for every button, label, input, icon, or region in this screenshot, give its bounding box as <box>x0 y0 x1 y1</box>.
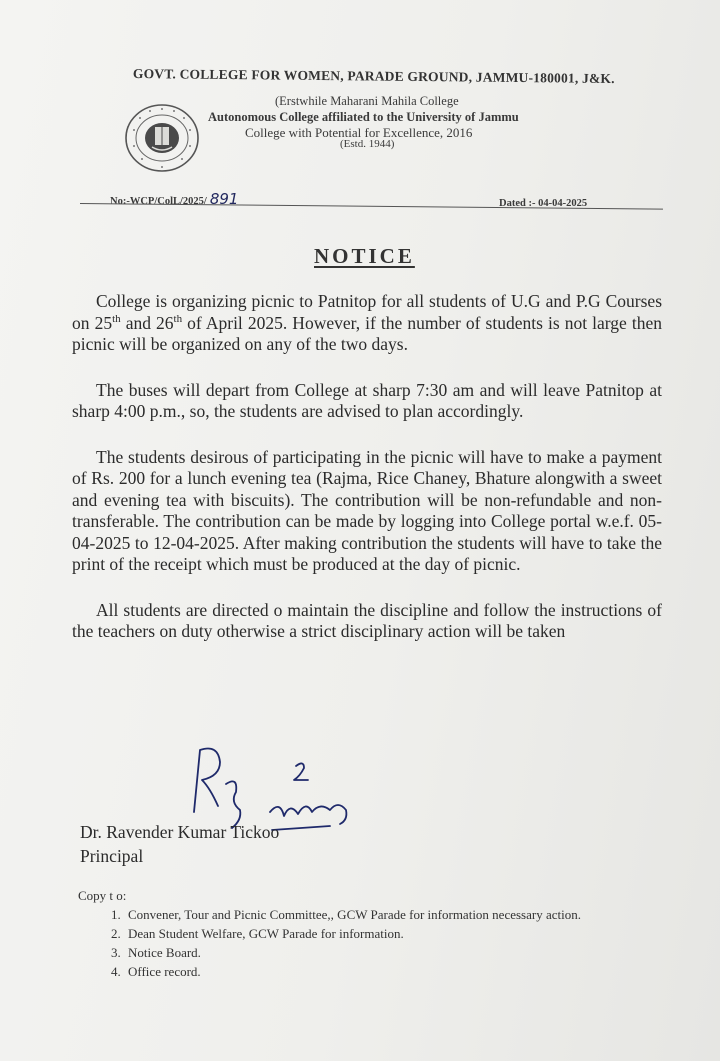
notice-title: NOTICE <box>314 244 415 268</box>
former-name: (Erstwhile Maharani Mahila College <box>275 94 459 108</box>
list-item: 4. Office record. <box>124 962 581 981</box>
college-name: GOVT. COLLEGE FOR WOMEN, PARADE GROUND, JAMMU-180001, J&K. <box>132 66 615 87</box>
list-item: 2. Dean Student Welfare, GCW Parade for information. <box>124 924 581 943</box>
paragraph-picnic-dates: College is organizing picnic to Patnitop for all students of U.G and P.G Courses on 25th and 26th of April 2025. However, if the number of students is not large then picnic will be organized on any of the two days. <box>72 291 662 354</box>
signatory-block <box>80 820 279 868</box>
paragraph-discipline: All students are directed o maintain the discipline and follow the instructions of the teachers on duty otherwise a strict disciplinary action will be taken <box>72 599 662 641</box>
copy-to-label: Copy t o: <box>78 888 127 903</box>
notice-date: Dated :- 04-04-2025 <box>499 198 588 209</box>
reference-prefix: No:-WCP/ColL/2025/ <box>110 196 207 207</box>
recognition: College with Potential for Excellence, 2016 <box>245 125 473 140</box>
paragraph-payment: The students desirous of participating in the picnic will have to make a payment of Rs. 200 for a lunch evening tea (Rajma, Rice Chaney, Bhature alongwith a sweet and evening tea with biscuits). The contribution will be non-refundable and non-transferable. The contribution can be made by logging into College portal w.e.f. 05-04-2025 to 12-04-2025. After making contribution the students will have to take the print of the receipt which must be produced at the day of picnic. <box>72 446 662 574</box>
notice-body <box>72 291 662 667</box>
affiliation: Autonomous College affiliated to the University of Jammu <box>208 110 519 124</box>
paragraph-bus-timing: The buses will depart from College at sharp 7:30 am and will leave Patnitop at sharp 4:00 p.m., so, the students are advised to plan accordingly. <box>72 379 662 421</box>
list-item: 1. Convener, Tour and Picnic Committee,, GCW Parade for information necessary action. <box>124 905 581 924</box>
copy-to-section <box>78 886 581 981</box>
list-item: 3. Notice Board. <box>124 943 581 962</box>
signatory-designation: Principal <box>80 846 144 866</box>
copy-to-list <box>78 905 581 981</box>
reference-handwritten-number: 891 <box>209 190 239 208</box>
established: (Estd. 1944) <box>340 138 395 150</box>
signatory-name: Dr. Ravender Kumar Tickoo <box>80 822 280 842</box>
college-seal-icon <box>124 103 200 173</box>
